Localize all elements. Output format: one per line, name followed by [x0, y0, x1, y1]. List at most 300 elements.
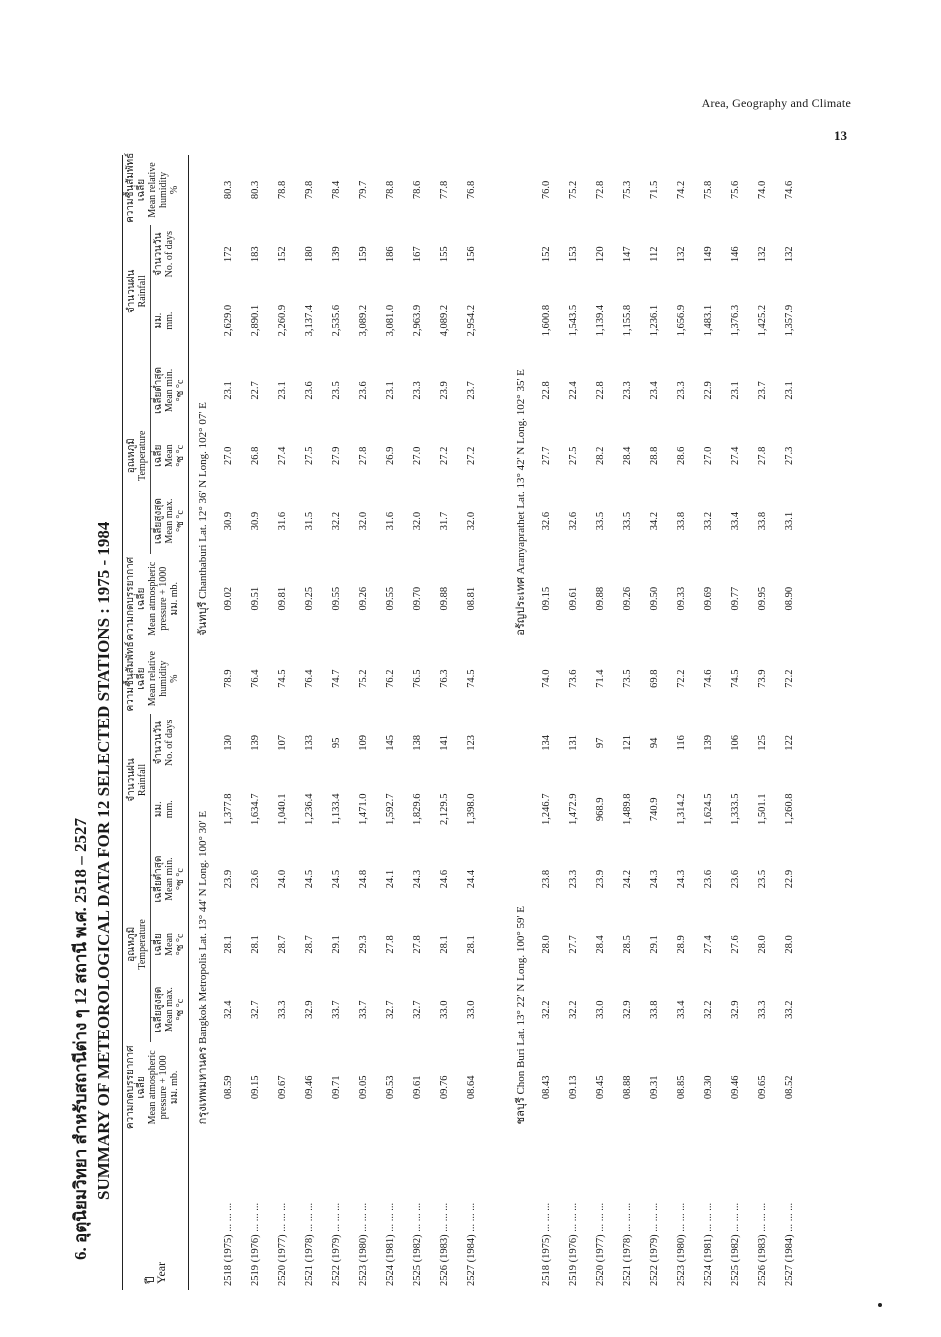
data-cell: 24.4 — [466, 869, 477, 889]
table-row — [431, 155, 458, 1290]
data-cell: 3,137.4 — [304, 304, 315, 337]
data-cell: 152 — [277, 246, 288, 263]
data-cell: 09.77 — [730, 586, 741, 611]
data-cell: 145 — [385, 734, 396, 751]
table-row — [695, 155, 722, 1290]
data-cell: 28.4 — [622, 446, 633, 465]
data-cell: 33.0 — [595, 1000, 606, 1019]
station-row — [507, 155, 533, 1290]
data-cell: 09.05 — [358, 1075, 369, 1100]
table-row — [296, 155, 323, 1290]
data-cell: 24.0 — [277, 869, 288, 889]
data-cell: 28.7 — [277, 935, 288, 954]
data-cell: 29.1 — [649, 935, 660, 954]
data-cell: 27.6 — [730, 935, 741, 954]
data-cell: 1,357.9 — [784, 304, 795, 337]
data-cell: 76.8 — [466, 180, 477, 200]
data-cell: 33.2 — [784, 1000, 795, 1019]
data-cell: 32.6 — [541, 511, 552, 531]
data-cell: 132 — [676, 246, 687, 263]
data-cell: 09.15 — [541, 586, 552, 611]
data-cell: 3,089.2 — [358, 304, 369, 337]
data-cell: 09.45 — [595, 1075, 606, 1100]
table-body — [189, 155, 804, 1290]
data-cell: 09.67 — [277, 1075, 288, 1100]
year-header: ปี Year — [142, 1261, 168, 1284]
data-cell: 33.4 — [676, 1000, 687, 1019]
data-cell: 32.0 — [466, 511, 477, 531]
data-cell: 08.59 — [223, 1075, 234, 1100]
data-cell: 08.85 — [676, 1075, 687, 1100]
data-cell: 968.9 — [595, 797, 606, 822]
data-cell: 33.1 — [784, 511, 795, 531]
data-cell: 120 — [595, 246, 606, 263]
data-cell: 22.4 — [568, 381, 579, 400]
data-cell: 09.65 — [757, 1075, 768, 1100]
year-cell: 2519 (1976) ... ... ... — [250, 1202, 261, 1286]
humidity-header: ความชื้นสัมพัทธ์เฉลี่ย Mean relative humidity % — [125, 641, 180, 712]
table-row — [323, 155, 350, 1290]
rain-mm-header: มม. mm. — [153, 311, 175, 330]
data-cell: 23.3 — [568, 869, 579, 889]
year-cell: 2523 (1980) ... ... ... — [676, 1202, 687, 1286]
data-cell: 09.51 — [250, 586, 261, 611]
page-number: 13 — [834, 128, 847, 143]
data-cell: 78.8 — [385, 180, 396, 200]
data-cell: 27.2 — [466, 446, 477, 465]
data-cell: 1,376.3 — [730, 304, 741, 337]
data-cell: 23.1 — [277, 381, 288, 400]
data-cell: 32.6 — [568, 511, 579, 531]
data-cell: 80.3 — [223, 180, 234, 200]
data-cell: 74.5 — [730, 669, 741, 688]
data-cell: 23.6 — [358, 381, 369, 400]
data-cell: 1,656.9 — [676, 304, 687, 337]
data-cell: 23.9 — [223, 869, 234, 889]
data-cell: 133 — [304, 734, 315, 751]
meteorological-table — [122, 152, 803, 1290]
data-cell: 740.9 — [649, 797, 660, 822]
data-cell: 32.2 — [703, 1000, 714, 1019]
data-cell: 29.3 — [358, 935, 369, 954]
data-cell: 30.9 — [223, 511, 234, 531]
data-cell: 116 — [676, 735, 687, 751]
data-cell: 27.4 — [730, 446, 741, 465]
data-cell: 28.6 — [676, 446, 687, 465]
data-cell: 23.6 — [730, 869, 741, 889]
data-cell: 28.1 — [223, 935, 234, 954]
data-cell: 22.8 — [595, 381, 606, 400]
table-row — [776, 155, 803, 1290]
data-cell: 106 — [730, 734, 741, 751]
data-cell: 33.2 — [703, 511, 714, 531]
data-cell: 33.8 — [676, 511, 687, 531]
data-cell: 2,890.1 — [250, 304, 261, 337]
table-row — [533, 155, 560, 1290]
data-cell: 95 — [331, 737, 342, 749]
data-cell: 09.61 — [412, 1075, 423, 1100]
data-cell: 75.8 — [703, 180, 714, 200]
data-cell: 156 — [466, 246, 477, 263]
rain-days-header: จำนวนวัน No. of days — [153, 231, 175, 278]
data-cell: 32.2 — [568, 1000, 579, 1019]
year-cell: 2527 (1984) ... ... ... — [784, 1202, 795, 1286]
data-cell: 32.0 — [358, 511, 369, 531]
data-cell: 32.9 — [304, 1000, 315, 1019]
table-row — [668, 155, 695, 1290]
data-cell: 34.2 — [649, 511, 660, 531]
data-cell: 78.4 — [331, 180, 342, 200]
data-cell: 80.3 — [250, 180, 261, 200]
data-cell: 74.5 — [277, 669, 288, 688]
data-cell: 72.8 — [595, 180, 606, 200]
data-cell: 186 — [385, 246, 396, 263]
year-cell: 2527 (1984) ... ... ... — [466, 1202, 477, 1286]
data-cell: 24.3 — [412, 869, 423, 889]
data-cell: 33.7 — [358, 1000, 369, 1019]
data-cell: 76.2 — [385, 669, 396, 688]
data-cell: 76.5 — [412, 669, 423, 688]
temperature-header: อุณหภูมิ Temperature — [123, 358, 151, 554]
table-row — [722, 155, 749, 1290]
data-cell: 146 — [730, 246, 741, 263]
data-cell: 1,236.4 — [304, 793, 315, 825]
table-row — [269, 155, 296, 1290]
data-cell: 1,314.2 — [676, 793, 687, 825]
data-cell: 1,489.8 — [622, 793, 633, 825]
data-cell: 08.43 — [541, 1075, 552, 1100]
table-row — [641, 155, 668, 1290]
table-row — [587, 155, 614, 1290]
data-cell: 23.6 — [703, 869, 714, 889]
data-cell: 23.9 — [595, 869, 606, 889]
data-cell: 24.3 — [649, 869, 660, 889]
data-cell: 147 — [622, 246, 633, 263]
data-cell: 32.7 — [385, 1000, 396, 1019]
data-cell: 74.6 — [784, 180, 795, 200]
block-spacer — [485, 155, 507, 1290]
data-cell: 1,634.7 — [250, 793, 261, 825]
data-cell: 153 — [568, 246, 579, 263]
year-cell: 2519 (1976) ... ... ... — [568, 1202, 579, 1286]
data-cell: 09.50 — [649, 586, 660, 611]
table-row — [404, 155, 431, 1290]
data-cell: 09.70 — [412, 586, 423, 611]
data-cell: 122 — [784, 734, 795, 751]
tmax-header: เฉลี่ยสูงสุด Mean max. °ซ °c — [153, 986, 186, 1033]
data-cell: 27.7 — [568, 935, 579, 954]
data-cell: 23.1 — [223, 381, 234, 400]
table-row — [560, 155, 587, 1290]
humidity-header: ความชื้นสัมพัทธ์เฉลี่ย Mean relative humidity % — [125, 152, 180, 223]
data-cell: 27.8 — [358, 446, 369, 465]
data-cell: 27.5 — [304, 446, 315, 465]
data-cell: 74.0 — [757, 180, 768, 200]
data-cell: 09.31 — [649, 1075, 660, 1100]
data-cell: 76.0 — [541, 180, 552, 200]
data-cell: 23.5 — [757, 869, 768, 889]
data-cell: 33.4 — [730, 511, 741, 531]
data-cell: 33.7 — [331, 1000, 342, 1019]
data-cell: 76.3 — [439, 669, 450, 688]
data-cell: 71.4 — [595, 669, 606, 688]
data-cell: 1,483.1 — [703, 304, 714, 337]
stray-dot — [878, 1303, 882, 1307]
data-cell: 27.0 — [703, 446, 714, 465]
data-cell: 1,246.7 — [541, 793, 552, 825]
data-cell: 27.4 — [703, 935, 714, 954]
data-cell: 75.3 — [622, 180, 633, 200]
data-cell: 23.1 — [385, 381, 396, 400]
data-cell: 1,377.8 — [223, 793, 234, 825]
table-title-english: SUMMARY OF METEOROLOGICAL DATA FOR 12 SELECTED STATIONS : 1975 - 1984 — [94, 521, 113, 1200]
data-cell: 27.8 — [385, 935, 396, 954]
year-cell: 2521 (1978) ... ... ... — [304, 1202, 315, 1286]
data-cell: 23.8 — [541, 869, 552, 889]
data-cell: 74.7 — [331, 669, 342, 688]
data-cell: 79.7 — [358, 180, 369, 200]
data-cell: 141 — [439, 734, 450, 751]
data-cell: 112 — [649, 246, 660, 262]
data-cell: 28.1 — [466, 935, 477, 954]
tmax-header: เฉลี่ยสูงสุด Mean max. °ซ °c — [153, 498, 186, 544]
year-cell: 2523 (1980) ... ... ... — [358, 1202, 369, 1286]
data-cell: 73.9 — [757, 669, 768, 688]
data-cell: 31.6 — [385, 511, 396, 531]
year-cell: 2525 (1982) ... ... ... — [412, 1202, 423, 1286]
data-cell: 132 — [784, 246, 795, 263]
data-cell: 08.88 — [622, 1075, 633, 1100]
data-cell: 1,501.1 — [757, 793, 768, 825]
data-cell: 23.9 — [439, 381, 450, 400]
data-cell: 30.9 — [250, 511, 261, 531]
year-cell: 2520 (1977) ... ... ... — [595, 1202, 606, 1286]
data-cell: 27.8 — [757, 446, 768, 465]
data-cell: 132 — [757, 246, 768, 263]
data-cell: 09.46 — [304, 1075, 315, 1100]
data-cell: 3,081.0 — [385, 304, 396, 337]
data-cell: 28.1 — [250, 935, 261, 954]
data-cell: 24.8 — [358, 869, 369, 889]
data-cell: 09.88 — [439, 586, 450, 611]
data-cell: 23.3 — [412, 381, 423, 400]
data-cell: 134 — [541, 734, 552, 751]
station-label: จันทบุรี Chanthaburi Lat. 12° 36' N Long. 102° 07' E — [197, 402, 209, 636]
station-label: กรุงเทพมหานคร Bangkok Metropolis Lat. 13° 44' N Long. 100° 30' E — [197, 810, 209, 1125]
year-cell: 2526 (1983) ... ... ... — [757, 1202, 768, 1286]
data-cell: 4,089.2 — [439, 304, 450, 337]
data-cell: 23.1 — [784, 381, 795, 400]
rotated-table-area — [70, 152, 880, 1290]
data-cell: 24.3 — [676, 869, 687, 889]
rain-days-header: จำนวนวัน No. of days — [153, 719, 175, 767]
data-cell: 75.6 — [730, 180, 741, 200]
data-cell: 1,398.0 — [466, 793, 477, 825]
data-cell: 94 — [649, 737, 660, 749]
data-cell: 28.0 — [757, 935, 768, 954]
data-cell: 24.5 — [331, 869, 342, 889]
table-row — [458, 155, 485, 1290]
data-cell: 97 — [595, 737, 606, 749]
data-cell: 22.8 — [541, 381, 552, 400]
table-row — [242, 155, 269, 1290]
data-cell: 09.88 — [595, 586, 606, 611]
data-cell: 72.2 — [784, 669, 795, 688]
data-cell: 32.2 — [331, 511, 342, 531]
data-cell: 08.52 — [784, 1075, 795, 1100]
year-cell: 2522 (1979) ... ... ... — [331, 1202, 342, 1286]
data-cell: 27.3 — [784, 446, 795, 465]
data-cell: 23.7 — [466, 381, 477, 400]
data-cell: 33.8 — [649, 1000, 660, 1019]
data-cell: 09.33 — [676, 586, 687, 611]
data-cell: 26.8 — [250, 446, 261, 465]
data-cell: 73.5 — [622, 669, 633, 688]
data-cell: 1,829.6 — [412, 793, 423, 825]
station-row — [189, 155, 216, 1290]
year-cell: 2525 (1982) ... ... ... — [730, 1202, 741, 1286]
data-cell: 1,236.1 — [649, 304, 660, 337]
data-cell: 2,963.9 — [412, 304, 423, 337]
data-cell: 69.8 — [649, 669, 660, 688]
year-cell: 2518 (1975) ... ... ... — [223, 1202, 234, 1286]
rainfall-header: จำนวนฝน Rainfall — [123, 225, 151, 358]
data-cell: 09.26 — [622, 586, 633, 611]
data-cell: 09.26 — [358, 586, 369, 611]
data-cell: 28.8 — [649, 446, 660, 465]
data-cell: 1,139.4 — [595, 304, 606, 337]
data-cell: 125 — [757, 734, 768, 751]
data-cell: 1,471.0 — [358, 793, 369, 825]
data-cell: 31.5 — [304, 511, 315, 531]
data-cell: 08.90 — [784, 586, 795, 611]
data-cell: 23.4 — [649, 381, 660, 400]
data-cell: 33.3 — [757, 1000, 768, 1019]
data-cell: 152 — [541, 246, 552, 263]
pressure-header: ความกดบรรยากาศเฉลี่ย Mean atmospheric pressure + 1000 มม. mb. — [125, 556, 180, 641]
data-cell: 28.9 — [676, 935, 687, 954]
data-cell: 22.9 — [703, 381, 714, 400]
tmin-header: เฉลี่ยต่ำสุด Mean min. °ซ °c — [153, 366, 186, 414]
data-cell: 1,600.8 — [541, 304, 552, 337]
data-cell: 139 — [250, 734, 261, 751]
data-cell: 131 — [568, 734, 579, 751]
data-cell: 1,155.8 — [622, 304, 633, 337]
data-cell: 09.53 — [385, 1075, 396, 1100]
data-cell: 1,040.1 — [277, 793, 288, 825]
data-cell: 08.64 — [466, 1075, 477, 1100]
data-cell: 09.76 — [439, 1075, 450, 1100]
year-cell: 2526 (1983) ... ... ... — [439, 1202, 450, 1286]
data-cell: 32.7 — [250, 1000, 261, 1019]
data-cell: 24.6 — [439, 869, 450, 889]
data-cell: 09.71 — [331, 1075, 342, 1100]
data-cell: 31.7 — [439, 511, 450, 531]
data-cell: 78.8 — [277, 180, 288, 200]
data-cell: 167 — [412, 246, 423, 263]
data-cell: 78.9 — [223, 669, 234, 688]
data-cell: 27.7 — [541, 446, 552, 465]
data-cell: 33.0 — [439, 1000, 450, 1019]
rainfall-header: จำนวนฝน Rainfall — [123, 714, 151, 847]
data-cell: 32.9 — [730, 1000, 741, 1019]
data-cell: 1,425.2 — [757, 304, 768, 337]
data-cell: 72.2 — [676, 669, 687, 688]
data-cell: 121 — [622, 734, 633, 751]
running-head: Area, Geography and Climate — [701, 96, 851, 110]
data-cell: 123 — [466, 734, 477, 751]
data-cell: 2,129.5 — [439, 793, 450, 825]
data-cell: 23.3 — [622, 381, 633, 400]
table-header — [123, 152, 189, 1290]
data-cell: 32.9 — [622, 1000, 633, 1019]
data-cell: 09.46 — [730, 1075, 741, 1100]
data-cell: 73.6 — [568, 669, 579, 688]
data-cell: 22.7 — [250, 381, 261, 400]
table-row — [377, 155, 404, 1290]
tmin-header: เฉลี่ยต่ำสุด Mean min. °ซ °c — [153, 855, 186, 903]
data-cell: 09.95 — [757, 586, 768, 611]
data-cell: 109 — [358, 734, 369, 751]
data-cell: 33.5 — [595, 511, 606, 531]
station-label: ชลบุรี Chon Buri Lat. 13° 22' N Long. 100° 59' E — [515, 906, 527, 1125]
data-cell: 77.8 — [439, 180, 450, 200]
data-cell: 78.6 — [412, 180, 423, 200]
temperature-header: อุณหภูมิ Temperature — [123, 846, 151, 1042]
data-cell: 09.55 — [385, 586, 396, 611]
data-cell: 24.1 — [385, 869, 396, 889]
data-cell: 75.2 — [358, 669, 369, 688]
data-cell: 31.6 — [277, 511, 288, 531]
data-cell: 27.5 — [568, 446, 579, 465]
data-cell: 27.2 — [439, 446, 450, 465]
data-cell: 23.3 — [676, 381, 687, 400]
data-cell: 27.0 — [223, 446, 234, 465]
data-cell: 29.1 — [331, 935, 342, 954]
data-cell: 183 — [250, 246, 261, 263]
data-cell: 27.0 — [412, 446, 423, 465]
data-cell: 2,535.6 — [331, 304, 342, 337]
table-row — [215, 155, 242, 1290]
data-cell: 74.2 — [676, 180, 687, 200]
data-cell: 09.25 — [304, 586, 315, 611]
year-cell: 2522 (1979) ... ... ... — [649, 1202, 660, 1286]
data-cell: 09.61 — [568, 586, 579, 611]
data-cell: 09.55 — [331, 586, 342, 611]
table-title-thai: 6. อุตุนิยมวิทยา สำหรับสถานีต่าง ๆ 12 สถานี พ.ศ. 2518 – 2527 — [71, 817, 90, 1260]
data-cell: 74.6 — [703, 669, 714, 688]
data-cell: 33.8 — [757, 511, 768, 531]
data-cell: 09.81 — [277, 586, 288, 611]
data-cell: 22.9 — [784, 869, 795, 889]
data-cell: 79.8 — [304, 180, 315, 200]
data-cell: 24.2 — [622, 869, 633, 889]
data-cell: 139 — [703, 734, 714, 751]
data-cell: 28.5 — [622, 935, 633, 954]
data-cell: 32.7 — [412, 1000, 423, 1019]
data-cell: 23.5 — [331, 381, 342, 400]
data-cell: 09.30 — [703, 1075, 714, 1100]
table-row — [749, 155, 776, 1290]
data-cell: 74.0 — [541, 669, 552, 688]
data-cell: 107 — [277, 734, 288, 751]
data-cell: 24.5 — [304, 869, 315, 889]
data-cell: 27.9 — [331, 446, 342, 465]
data-cell: 28.0 — [784, 935, 795, 954]
data-cell: 28.2 — [595, 446, 606, 465]
data-cell: 1,472.9 — [568, 793, 579, 825]
data-cell: 32.0 — [412, 511, 423, 531]
